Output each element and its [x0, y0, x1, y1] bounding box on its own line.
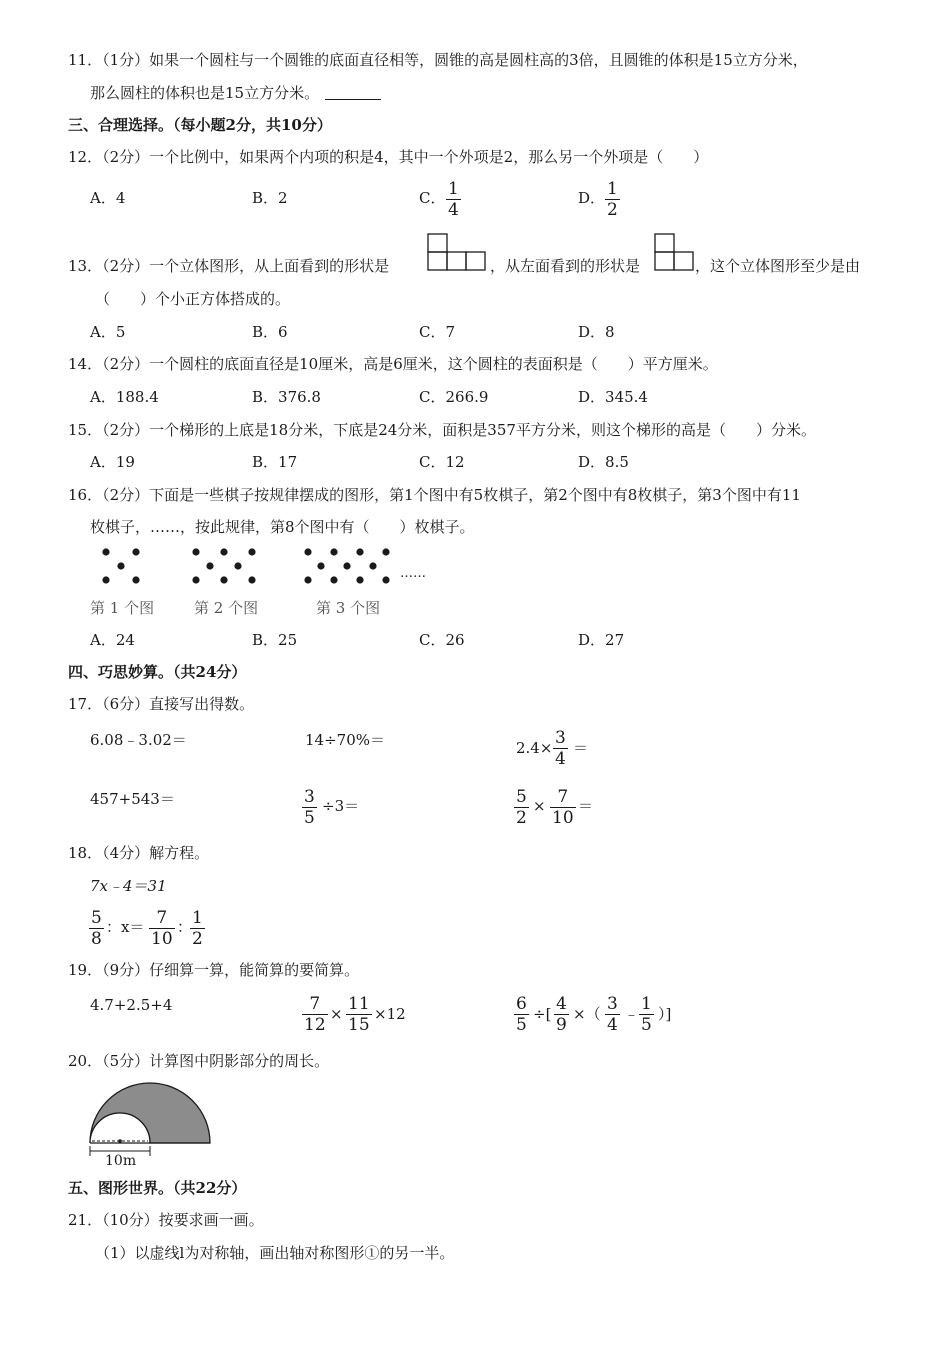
q12-option-d-fraction [605, 179, 620, 220]
answer-blank[interactable] [325, 85, 381, 100]
q14-option-d[interactable]: D．345.4 [578, 388, 648, 406]
q18-eq2-colon: ： [177, 918, 193, 936]
q13-option-b[interactable]: B．6 [252, 323, 288, 341]
q17-expr3-pre: 2.4× [516, 739, 553, 757]
section4-title: 四、巧思妙算。（共24分） [68, 663, 247, 681]
fraction-denominator: 5 [304, 808, 315, 828]
q18-eq2-fraction3 [190, 908, 205, 949]
q17-stem: 17．（6分）直接写出得数。 [68, 695, 255, 713]
fraction-denominator: 2 [516, 808, 527, 828]
q17-expr5-fraction [302, 787, 317, 828]
q16-option-c[interactable]: C．26 [419, 631, 465, 649]
q17-expr2: 14÷70%＝ [305, 731, 385, 749]
fraction-numerator: 1 [641, 994, 652, 1014]
fraction-numerator: 1 [448, 179, 459, 199]
q19-expr3-fraction2 [554, 994, 569, 1035]
q18-equation1: 7x﹣4＝31 [90, 877, 167, 895]
q12-option-b[interactable]: B．2 [252, 189, 288, 207]
q19-expr2-post: ×12 [374, 1005, 406, 1023]
fraction-numerator: 3 [607, 994, 618, 1014]
q15-option-a[interactable]: A．19 [90, 453, 135, 471]
q16-line1: 16．（2分）下面是一些棋子按规律摆成的图形，第1个图中有5枚棋子，第2个图中有8枚棋子，第3个图中有11 [68, 486, 801, 504]
q12-option-d-label: D． [578, 189, 606, 207]
fraction-numerator: 3 [304, 787, 315, 807]
q13-option-c[interactable]: C．7 [419, 323, 456, 341]
q19-expr2-fraction1 [302, 994, 328, 1035]
fraction-numerator: 6 [516, 994, 527, 1014]
q16-option-b[interactable]: B．25 [252, 631, 298, 649]
q15-stem: 15．（2分）一个梯形的上底是18分米，下底是24分米，面积是357平方分米，则这个梯形的高是（ ）分米。 [68, 421, 816, 439]
q19-expr3-times: ×（ [573, 1005, 601, 1023]
fraction-denominator: 8 [91, 929, 102, 949]
q16-fig1-caption: 第 1 个图 [90, 599, 155, 617]
fraction-numerator: 4 [556, 994, 567, 1014]
q15-option-b[interactable]: B．17 [252, 453, 298, 471]
q19-expr3-divide: ÷[ [533, 1005, 552, 1023]
q18-eq2-mid: ：x＝ [106, 918, 145, 936]
fraction-denominator: 4 [555, 749, 566, 769]
q13-line2: （ ）个小正方体搭成的。 [95, 290, 291, 308]
q18-eq2-fraction2 [149, 908, 175, 949]
q20-stem: 20．（5分）计算图中阴影部分的周长。 [68, 1052, 330, 1070]
q17-expr6-times: × [533, 797, 546, 815]
q12-option-d[interactable] [578, 187, 605, 209]
q12-option-c-label: C． [419, 189, 446, 207]
q16-ellipsis: …… [400, 566, 426, 581]
fraction-denominator: 4 [607, 1015, 618, 1035]
q16-fig3-caption: 第 3 个图 [316, 599, 381, 617]
q17-expr4: 457+543＝ [90, 790, 175, 808]
section3-title: 三、合理选择。（每小题2分，共10分） [68, 116, 332, 134]
q11-line2-text: 那么圆柱的体积也是15立方分米。 [90, 84, 320, 102]
fraction-denominator: 5 [516, 1015, 527, 1035]
q15-option-d[interactable]: D．8.5 [578, 453, 629, 471]
section5-title: 五、图形世界。（共22分） [68, 1179, 247, 1197]
q12-stem: 12．（2分）一个比例中，如果两个内项的积是4，其中一个外项是2，那么另一个外项是（ ） [68, 148, 709, 166]
fraction-numerator: 1 [192, 908, 203, 928]
q18-stem: 18．（4分）解方程。 [68, 844, 210, 862]
q19-expr3-minus: ﹣ [624, 1005, 640, 1023]
fraction-numerator: 3 [555, 728, 566, 748]
q13-stem-part1: 13．（2分）一个立体图形，从上面看到的形状是 [68, 257, 390, 275]
q19-expr2-times1: × [330, 1005, 343, 1023]
q16-option-a[interactable]: A．24 [90, 631, 135, 649]
q19-expr1: 4.7+2.5+4 [90, 996, 173, 1014]
fraction-numerator: 5 [91, 908, 102, 928]
fraction-denominator: 5 [641, 1015, 652, 1035]
q14-option-c[interactable]: C．266.9 [419, 388, 489, 406]
top-view-diagram [427, 233, 489, 273]
q17-expr5-post: ÷3＝ [322, 797, 360, 815]
q19-expr3-close: ）] [658, 1005, 672, 1023]
q18-eq2-fraction1 [89, 908, 104, 949]
q14-option-a[interactable]: A．188.4 [90, 388, 159, 406]
q17-expr6-fraction1 [514, 787, 529, 828]
q19-stem: 19．（9分）仔细算一算，能简算的要简算。 [68, 961, 360, 979]
fraction-denominator: 2 [607, 200, 618, 220]
fraction-numerator: 11 [348, 994, 370, 1014]
q11-line1: 11．（1分）如果一个圆柱与一个圆锥的底面直径相等，圆锥的高是圆柱高的3倍，且圆锥的体积是15立方分米， [68, 51, 808, 69]
shaded-semicircle-diagram [82, 1080, 222, 1170]
q16-line2: 枚棋子，……，按此规律，第8个图中有（ ）枚棋子。 [90, 518, 475, 536]
fraction-numerator: 7 [302, 994, 328, 1015]
q21-sub1: （1）以虚线l为对称轴，画出轴对称图形①的另一半。 [95, 1244, 455, 1262]
fraction-denominator: 4 [448, 200, 459, 220]
fraction-denominator: 15 [348, 1015, 370, 1035]
q13-stem-part2: ，从左面看到的形状是 [490, 257, 641, 275]
q17-expr6-fraction2 [550, 787, 576, 828]
fraction-numerator: 7 [550, 787, 576, 808]
q12-option-a[interactable]: A．4 [90, 189, 126, 207]
q12-option-c-fraction [446, 179, 461, 220]
q21-stem: 21．（10分）按要求画一画。 [68, 1211, 264, 1229]
q13-option-a[interactable]: A．5 [90, 323, 126, 341]
left-view-diagram [654, 233, 696, 273]
q13-stem-part3: ，这个立体图形至少是由 [695, 257, 861, 275]
q17-expr6-post: ＝ [578, 797, 594, 815]
fraction-denominator: 10 [552, 808, 574, 828]
fraction-numerator: 1 [607, 179, 618, 199]
q16-option-d[interactable]: D．27 [578, 631, 625, 649]
fraction-numerator: 5 [516, 787, 527, 807]
q19-expr2-fraction2 [346, 994, 372, 1035]
q17-expr1: 6.08﹣3.02＝ [90, 731, 187, 749]
q14-option-b[interactable]: B．376.8 [252, 388, 321, 406]
q19-expr3-fraction3 [605, 994, 620, 1035]
fraction-denominator: 9 [556, 1015, 567, 1035]
q17-expr3-fraction [553, 728, 568, 769]
q15-option-c[interactable]: C．12 [419, 453, 465, 471]
fraction-numerator: 7 [149, 908, 175, 929]
fraction-denominator: 10 [151, 929, 173, 949]
q17-expr3-post: ＝ [573, 739, 589, 757]
q13-option-d[interactable]: D．8 [578, 323, 615, 341]
q14-stem: 14．（2分）一个圆柱的底面直径是10厘米，高是6厘米，这个圆柱的表面积是（ ）平方厘米。 [68, 355, 718, 373]
q12-option-c[interactable] [419, 187, 445, 209]
q11-line2 [90, 82, 381, 104]
fraction-denominator: 2 [192, 929, 203, 949]
q16-fig2-caption: 第 2 个图 [194, 599, 259, 617]
q19-expr3-fraction1 [514, 994, 529, 1035]
diameter-label: 10m [105, 1153, 137, 1169]
fraction-denominator: 12 [304, 1015, 326, 1035]
q19-expr3-fraction4 [639, 994, 654, 1035]
